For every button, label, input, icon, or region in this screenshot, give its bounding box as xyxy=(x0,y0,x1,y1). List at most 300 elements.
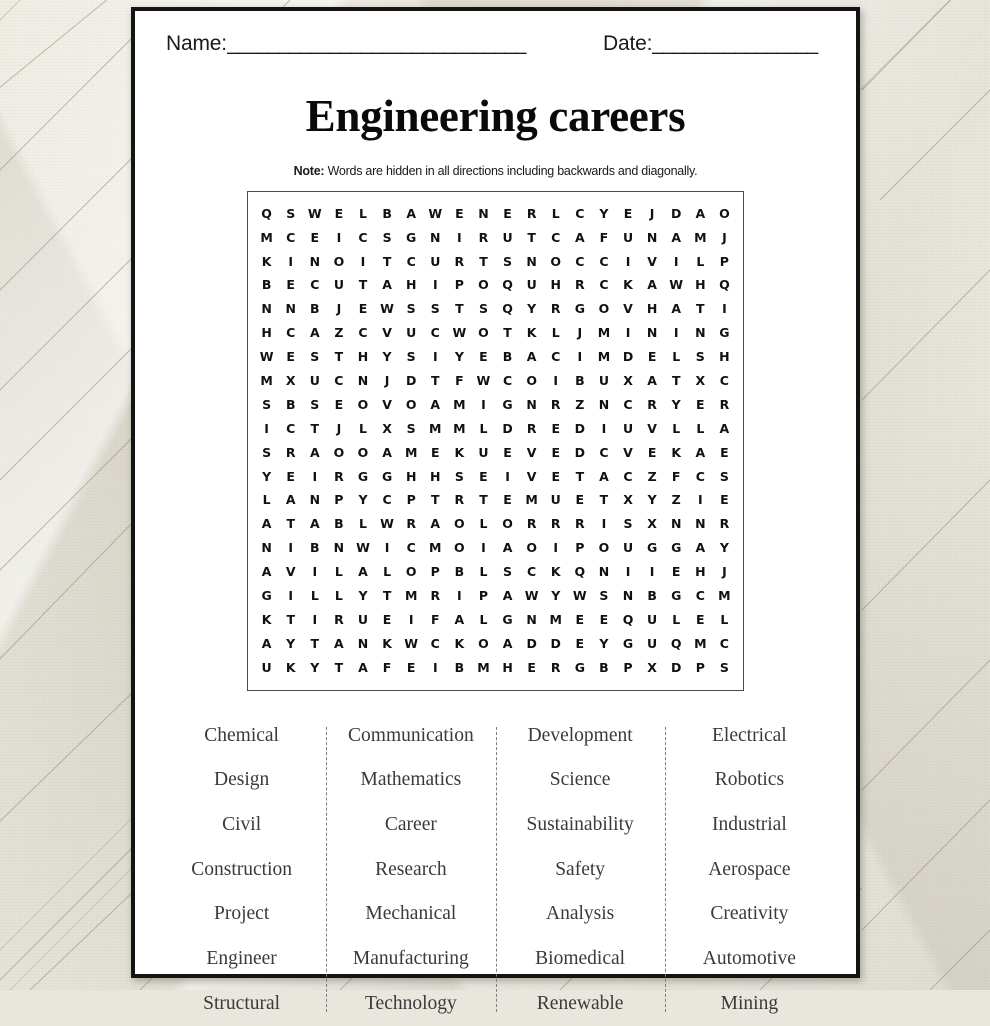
word-list-item[interactable]: Engineer xyxy=(206,948,277,970)
grid-cell[interactable]: F xyxy=(382,659,392,675)
grid-cell[interactable]: U xyxy=(357,611,369,627)
grid-cell[interactable]: O xyxy=(478,277,489,293)
grid-cell[interactable]: L xyxy=(672,349,681,365)
grid-cell[interactable]: T xyxy=(286,516,295,532)
grid-cell[interactable]: Y xyxy=(647,492,657,508)
word-list-item[interactable]: Civil xyxy=(222,813,262,835)
grid-cell[interactable]: O xyxy=(454,540,465,556)
grid-cell[interactable]: S xyxy=(599,588,609,604)
grid-cell[interactable]: F xyxy=(430,611,440,627)
grid-cell[interactable]: W xyxy=(452,325,467,341)
grid-cell[interactable]: R xyxy=(719,396,730,412)
grid-cell[interactable]: H xyxy=(357,349,369,365)
grid-cell[interactable]: N xyxy=(478,205,489,221)
grid-cell[interactable]: N xyxy=(670,516,682,532)
grid-cell[interactable]: M xyxy=(549,611,562,627)
word-list-item[interactable]: Electrical xyxy=(712,724,787,746)
grid-cell[interactable]: I xyxy=(432,277,438,293)
grid-cell[interactable]: Z xyxy=(647,468,657,484)
grid-cell[interactable]: I xyxy=(288,588,294,604)
grid-cell[interactable]: S xyxy=(430,301,440,317)
grid-cell[interactable]: O xyxy=(454,516,465,532)
grid-cell[interactable]: F xyxy=(671,468,681,484)
grid-cell[interactable]: I xyxy=(288,540,294,556)
grid-cell[interactable]: C xyxy=(551,229,561,245)
word-list-item[interactable]: Technology xyxy=(364,992,457,1014)
grid-cell[interactable]: W xyxy=(404,635,419,651)
grid-cell[interactable]: C xyxy=(286,229,296,245)
grid-cell[interactable]: M xyxy=(694,635,707,651)
grid-cell[interactable]: C xyxy=(406,540,416,556)
grid-cell[interactable]: Y xyxy=(599,205,609,221)
grid-cell[interactable]: U xyxy=(406,325,417,341)
grid-cell[interactable]: S xyxy=(262,396,272,412)
grid-cell[interactable]: U xyxy=(622,540,634,556)
grid-cell[interactable]: T xyxy=(334,349,344,365)
grid-cell[interactable]: T xyxy=(310,635,320,651)
grid-cell[interactable]: R xyxy=(454,253,465,269)
grid-cell[interactable]: I xyxy=(625,253,631,269)
word-list-item[interactable]: Renewable xyxy=(536,992,624,1014)
grid-cell[interactable]: E xyxy=(334,205,344,221)
grid-cell[interactable]: E xyxy=(551,468,560,484)
grid-cell[interactable]: I xyxy=(288,253,294,269)
grid-cell[interactable]: W xyxy=(428,205,443,221)
grid-cell[interactable]: A xyxy=(309,516,320,532)
grid-cell[interactable]: I xyxy=(673,253,679,269)
grid-cell[interactable]: G xyxy=(574,301,585,317)
grid-cell[interactable]: J xyxy=(336,420,342,436)
grid-cell[interactable]: Y xyxy=(551,588,561,604)
grid-cell[interactable]: C xyxy=(599,444,609,460)
grid-cell[interactable]: K xyxy=(454,444,465,460)
grid-cell[interactable]: E xyxy=(503,444,512,460)
grid-cell[interactable]: D xyxy=(671,205,682,221)
grid-cell[interactable]: S xyxy=(719,659,729,675)
grid-cell[interactable]: G xyxy=(261,588,272,604)
word-list-item[interactable]: Science xyxy=(549,769,611,791)
grid-cell[interactable]: Y xyxy=(719,540,729,556)
grid-cell[interactable]: C xyxy=(599,253,609,269)
grid-cell[interactable]: L xyxy=(672,611,681,627)
grid-cell[interactable]: J xyxy=(722,564,727,580)
grid-cell[interactable]: W xyxy=(476,373,491,389)
grid-cell[interactable]: G xyxy=(574,659,585,675)
grid-cell[interactable]: B xyxy=(454,564,465,580)
grid-cell[interactable]: S xyxy=(262,444,272,460)
grid-cell[interactable]: T xyxy=(431,373,440,389)
grid-cell[interactable]: D xyxy=(671,659,682,675)
grid-cell[interactable]: B xyxy=(261,277,272,293)
grid-cell[interactable]: Q xyxy=(719,277,730,293)
grid-cell[interactable]: N xyxy=(309,253,321,269)
grid-cell[interactable]: O xyxy=(405,564,417,580)
grid-cell[interactable]: L xyxy=(479,564,488,580)
grid-cell[interactable]: I xyxy=(312,611,318,627)
grid-cell[interactable]: K xyxy=(382,635,392,651)
grid-cell[interactable]: U xyxy=(526,277,537,293)
grid-cell[interactable]: O xyxy=(502,516,513,532)
word-list-item[interactable]: Industrial xyxy=(712,813,787,835)
grid-cell[interactable]: L xyxy=(479,611,488,627)
grid-cell[interactable]: X xyxy=(647,659,657,675)
grid-cell[interactable]: L xyxy=(334,564,343,580)
grid-cell[interactable]: U xyxy=(261,659,272,675)
grid-cell[interactable]: L xyxy=(359,420,367,436)
grid-cell[interactable]: B xyxy=(575,373,585,389)
grid-cell[interactable]: B xyxy=(454,659,465,675)
grid-cell[interactable]: U xyxy=(598,373,609,389)
grid-cell[interactable]: V xyxy=(526,444,537,460)
grid-cell[interactable]: O xyxy=(478,635,489,651)
grid-cell[interactable]: O xyxy=(598,301,610,317)
grid-cell[interactable]: D xyxy=(574,444,586,460)
grid-cell[interactable]: L xyxy=(696,253,705,269)
grid-cell[interactable]: P xyxy=(478,588,489,604)
word-list-item[interactable]: Robotics xyxy=(714,769,785,791)
grid-cell[interactable]: M xyxy=(429,420,442,436)
grid-cell[interactable]: A xyxy=(454,611,465,627)
grid-cell[interactable]: C xyxy=(334,373,344,389)
grid-cell[interactable]: W xyxy=(524,588,539,604)
grid-cell[interactable]: T xyxy=(671,373,681,389)
grid-cell[interactable]: I xyxy=(601,420,607,436)
grid-cell[interactable]: L xyxy=(262,492,271,508)
grid-cell[interactable]: U xyxy=(333,277,344,293)
grid-cell[interactable]: E xyxy=(575,635,585,651)
grid-cell[interactable]: P xyxy=(695,659,705,675)
grid-cell[interactable]: C xyxy=(286,420,296,436)
grid-cell[interactable]: D xyxy=(405,373,417,389)
grid-cell[interactable]: I xyxy=(360,253,366,269)
grid-cell[interactable]: O xyxy=(333,444,345,460)
grid-cell[interactable]: D xyxy=(526,635,537,651)
grid-cell[interactable]: R xyxy=(334,468,344,484)
grid-cell[interactable]: N xyxy=(526,396,537,412)
grid-cell[interactable]: T xyxy=(527,229,536,245)
grid-cell[interactable]: H xyxy=(405,468,417,484)
grid-cell[interactable]: O xyxy=(405,396,417,412)
word-list-item[interactable]: Mechanical xyxy=(365,903,457,925)
grid-cell[interactable]: E xyxy=(286,468,295,484)
grid-cell[interactable]: C xyxy=(430,325,440,341)
grid-cell[interactable]: N xyxy=(526,611,537,627)
grid-cell[interactable]: M xyxy=(453,420,466,436)
grid-cell[interactable]: T xyxy=(286,611,295,627)
grid-cell[interactable]: N xyxy=(285,301,296,317)
grid-cell[interactable]: G xyxy=(381,468,393,484)
grid-cell[interactable]: B xyxy=(502,349,513,365)
grid-cell[interactable]: P xyxy=(334,492,344,508)
grid-cell[interactable]: Q xyxy=(261,205,272,221)
grid-cell[interactable]: I xyxy=(481,540,486,556)
grid-cell[interactable]: A xyxy=(502,588,513,604)
word-list-item[interactable]: Structural xyxy=(203,992,281,1014)
grid-cell[interactable]: T xyxy=(479,253,488,269)
grid-cell[interactable]: S xyxy=(310,349,320,365)
grid-cell[interactable]: N xyxy=(430,229,441,245)
grid-cell[interactable]: C xyxy=(695,588,705,604)
grid-cell[interactable]: L xyxy=(359,205,367,221)
word-list-item[interactable]: Manufacturing xyxy=(352,948,469,970)
grid-cell[interactable]: C xyxy=(382,492,392,508)
grid-cell[interactable]: G xyxy=(671,540,682,556)
grid-cell[interactable]: G xyxy=(502,396,513,412)
grid-cell[interactable]: V xyxy=(285,564,296,580)
grid-cell[interactable]: U xyxy=(622,229,634,245)
grid-cell[interactable]: I xyxy=(697,492,703,508)
grid-cell[interactable]: E xyxy=(503,205,512,221)
grid-cell[interactable]: A xyxy=(671,301,682,317)
word-list-item[interactable]: Aerospace xyxy=(708,858,791,880)
grid-cell[interactable]: A xyxy=(382,277,392,293)
grid-cell[interactable]: Y xyxy=(527,301,537,317)
grid-cell[interactable]: M xyxy=(429,540,442,556)
grid-cell[interactable]: J xyxy=(649,205,655,221)
grid-cell[interactable]: V xyxy=(647,253,657,269)
grid-cell[interactable]: U xyxy=(647,635,658,651)
grid-cell[interactable]: S xyxy=(286,205,296,221)
word-list-item[interactable]: Research xyxy=(375,858,447,880)
grid-cell[interactable]: U xyxy=(430,253,441,269)
grid-cell[interactable]: A xyxy=(502,635,513,651)
grid-cell[interactable]: C xyxy=(358,229,368,245)
grid-cell[interactable]: C xyxy=(695,468,705,484)
grid-cell[interactable]: C xyxy=(719,635,729,651)
grid-cell[interactable]: E xyxy=(334,396,344,412)
grid-cell[interactable]: E xyxy=(720,492,729,508)
grid-cell[interactable]: S xyxy=(623,516,633,532)
grid-cell[interactable]: R xyxy=(285,444,296,460)
grid-cell[interactable]: F xyxy=(455,373,464,389)
grid-cell[interactable]: M xyxy=(718,588,731,604)
grid-cell[interactable]: I xyxy=(505,468,510,484)
grid-cell[interactable]: E xyxy=(575,611,585,627)
grid-cell[interactable]: T xyxy=(358,277,368,293)
grid-cell[interactable]: E xyxy=(575,492,585,508)
grid-cell[interactable]: Q xyxy=(670,635,682,651)
grid-cell[interactable]: R xyxy=(550,396,561,412)
grid-cell[interactable]: S xyxy=(503,253,513,269)
grid-cell[interactable]: H xyxy=(695,564,706,580)
grid-cell[interactable]: N xyxy=(261,301,272,317)
grid-cell[interactable]: F xyxy=(599,229,609,245)
grid-cell[interactable]: B xyxy=(310,540,320,556)
grid-cell[interactable]: W xyxy=(380,516,394,532)
grid-cell[interactable]: T xyxy=(455,301,464,317)
grid-cell[interactable]: I xyxy=(432,349,438,365)
word-list-item[interactable]: Biomedical xyxy=(535,948,626,970)
grid-cell[interactable]: R xyxy=(526,420,537,436)
grid-cell[interactable]: M xyxy=(260,229,273,245)
grid-cell[interactable]: I xyxy=(553,540,559,556)
grid-cell[interactable]: U xyxy=(478,444,489,460)
grid-cell[interactable]: O xyxy=(478,325,489,341)
grid-cell[interactable]: E xyxy=(406,659,416,675)
grid-cell[interactable]: R xyxy=(430,588,441,604)
grid-cell[interactable]: C xyxy=(358,325,368,341)
grid-cell[interactable]: T xyxy=(431,492,440,508)
grid-cell[interactable]: E xyxy=(479,349,488,365)
grid-cell[interactable]: R xyxy=(719,516,730,532)
grid-cell[interactable]: N xyxy=(646,229,658,245)
word-list-item[interactable]: Design xyxy=(214,769,270,791)
grid-cell[interactable]: A xyxy=(261,516,272,532)
grid-cell[interactable]: R xyxy=(550,516,561,532)
grid-cell[interactable]: E xyxy=(503,492,512,508)
grid-cell[interactable]: Y xyxy=(382,349,392,365)
grid-cell[interactable]: B xyxy=(647,588,657,604)
grid-cell[interactable]: K xyxy=(671,444,682,460)
grid-cell[interactable]: E xyxy=(455,205,464,221)
grid-cell[interactable]: S xyxy=(719,468,729,484)
grid-cell[interactable]: N xyxy=(333,540,345,556)
grid-cell[interactable]: N xyxy=(357,635,369,651)
grid-cell[interactable]: I xyxy=(312,564,318,580)
grid-cell[interactable]: S xyxy=(406,420,416,436)
grid-cell[interactable]: W xyxy=(356,540,370,556)
grid-cell[interactable]: L xyxy=(310,588,319,604)
grid-cell[interactable]: R xyxy=(526,516,537,532)
word-list-item[interactable]: Career xyxy=(384,813,437,835)
grid-cell[interactable]: V xyxy=(647,420,657,436)
grid-cell[interactable]: A xyxy=(695,540,706,556)
grid-cell[interactable]: S xyxy=(478,301,488,317)
grid-cell[interactable]: E xyxy=(720,444,729,460)
grid-cell[interactable]: W xyxy=(259,349,274,365)
grid-cell[interactable]: H xyxy=(261,325,272,341)
grid-cell[interactable]: Q xyxy=(502,277,513,293)
grid-cell[interactable]: I xyxy=(649,564,655,580)
grid-cell[interactable]: P xyxy=(719,253,729,269)
grid-cell[interactable]: S xyxy=(503,564,513,580)
grid-cell[interactable]: W xyxy=(572,588,587,604)
grid-cell[interactable]: M xyxy=(453,396,466,412)
grid-cell[interactable]: T xyxy=(310,420,320,436)
grid-cell[interactable]: Y xyxy=(358,492,368,508)
grid-cell[interactable]: A xyxy=(574,229,585,245)
grid-cell[interactable]: S xyxy=(406,301,416,317)
word-list-item[interactable]: Communication xyxy=(348,724,474,746)
grid-cell[interactable]: A xyxy=(358,659,368,675)
grid-cell[interactable]: T xyxy=(503,325,512,341)
grid-cell[interactable]: R xyxy=(526,205,537,221)
grid-cell[interactable]: V xyxy=(623,444,633,460)
grid-cell[interactable]: O xyxy=(719,205,730,221)
grid-cell[interactable]: A xyxy=(695,205,706,221)
grid-cell[interactable]: Y xyxy=(671,396,681,412)
word-list-item[interactable]: Construction xyxy=(191,858,292,880)
grid-cell[interactable]: C xyxy=(406,253,416,269)
grid-cell[interactable]: L xyxy=(696,420,705,436)
grid-cell[interactable]: R xyxy=(575,277,585,293)
grid-cell[interactable]: E xyxy=(671,564,681,580)
word-list-item[interactable]: Sustainability xyxy=(526,813,634,835)
grid-cell[interactable]: M xyxy=(477,659,490,675)
grid-cell[interactable]: R xyxy=(647,396,657,412)
grid-cell[interactable]: N xyxy=(622,588,634,604)
grid-cell[interactable]: L xyxy=(672,420,681,436)
grid-cell[interactable]: L xyxy=(479,420,488,436)
grid-cell[interactable]: K xyxy=(526,325,537,341)
grid-cell[interactable]: L xyxy=(720,611,729,627)
grid-cell[interactable]: D xyxy=(574,420,586,436)
word-list-item[interactable]: Mathematics xyxy=(360,769,462,791)
grid-cell[interactable]: B xyxy=(382,205,392,221)
grid-cell[interactable]: G xyxy=(406,229,417,245)
grid-cell[interactable]: D xyxy=(502,420,513,436)
grid-cell[interactable]: P xyxy=(454,277,464,293)
grid-cell[interactable]: W xyxy=(669,277,684,293)
grid-cell[interactable]: N xyxy=(261,540,272,556)
grid-cell[interactable]: R xyxy=(478,229,489,245)
word-list-item[interactable]: Mining xyxy=(720,992,779,1014)
grid-cell[interactable]: U xyxy=(550,492,561,508)
grid-cell[interactable]: A xyxy=(430,516,441,532)
grid-cell[interactable]: E xyxy=(286,349,295,365)
grid-cell[interactable]: C xyxy=(575,253,585,269)
grid-cell[interactable]: Y xyxy=(599,635,609,651)
grid-cell[interactable]: K xyxy=(261,611,272,627)
grid-cell[interactable]: I xyxy=(577,349,583,365)
word-list-item[interactable]: Creativity xyxy=(710,903,789,925)
grid-cell[interactable]: A xyxy=(430,396,441,412)
grid-cell[interactable]: O xyxy=(526,540,537,556)
grid-cell[interactable]: T xyxy=(599,492,609,508)
grid-cell[interactable]: E xyxy=(696,611,705,627)
grid-cell[interactable]: S xyxy=(382,229,392,245)
grid-cell[interactable]: Z xyxy=(334,325,344,341)
grid-cell[interactable]: E xyxy=(382,611,392,627)
grid-cell[interactable]: A xyxy=(647,277,657,293)
grid-cell[interactable]: A xyxy=(261,635,272,651)
grid-cell[interactable]: I xyxy=(457,588,462,604)
grid-cell[interactable]: B xyxy=(599,659,609,675)
grid-cell[interactable]: M xyxy=(597,325,611,341)
grid-cell[interactable]: A xyxy=(358,564,368,580)
grid-cell[interactable]: Y xyxy=(454,349,464,365)
grid-cell[interactable]: E xyxy=(551,420,560,436)
grid-cell[interactable]: C xyxy=(551,349,561,365)
grid-cell[interactable]: M xyxy=(404,588,418,604)
grid-cell[interactable]: J xyxy=(722,229,727,245)
grid-cell[interactable]: R xyxy=(406,516,416,532)
grid-cell[interactable]: W xyxy=(307,205,322,221)
grid-cell[interactable]: S xyxy=(454,468,464,484)
grid-cell[interactable]: A xyxy=(599,468,609,484)
grid-cell[interactable]: A xyxy=(502,540,513,556)
grid-cell[interactable]: T xyxy=(479,492,488,508)
word-list-item[interactable]: Chemical xyxy=(204,724,279,746)
grid-cell[interactable]: I xyxy=(432,659,438,675)
grid-cell[interactable]: A xyxy=(261,564,272,580)
grid-cell[interactable]: C xyxy=(310,277,320,293)
grid-cell[interactable]: R xyxy=(550,659,561,675)
grid-cell[interactable]: K xyxy=(623,277,633,293)
grid-cell[interactable]: E xyxy=(647,349,657,365)
grid-cell[interactable]: I xyxy=(408,611,414,627)
grid-cell[interactable]: S xyxy=(695,349,705,365)
grid-cell[interactable]: Q xyxy=(574,564,586,580)
grid-cell[interactable]: M xyxy=(260,373,273,389)
grid-cell[interactable]: A xyxy=(647,373,657,389)
grid-cell[interactable]: I xyxy=(625,325,631,341)
grid-cell[interactable]: H xyxy=(405,277,417,293)
grid-cell[interactable]: H xyxy=(430,468,441,484)
grid-cell[interactable]: M xyxy=(404,444,418,460)
grid-cell[interactable]: L xyxy=(551,325,560,341)
grid-cell[interactable]: X xyxy=(623,492,633,508)
